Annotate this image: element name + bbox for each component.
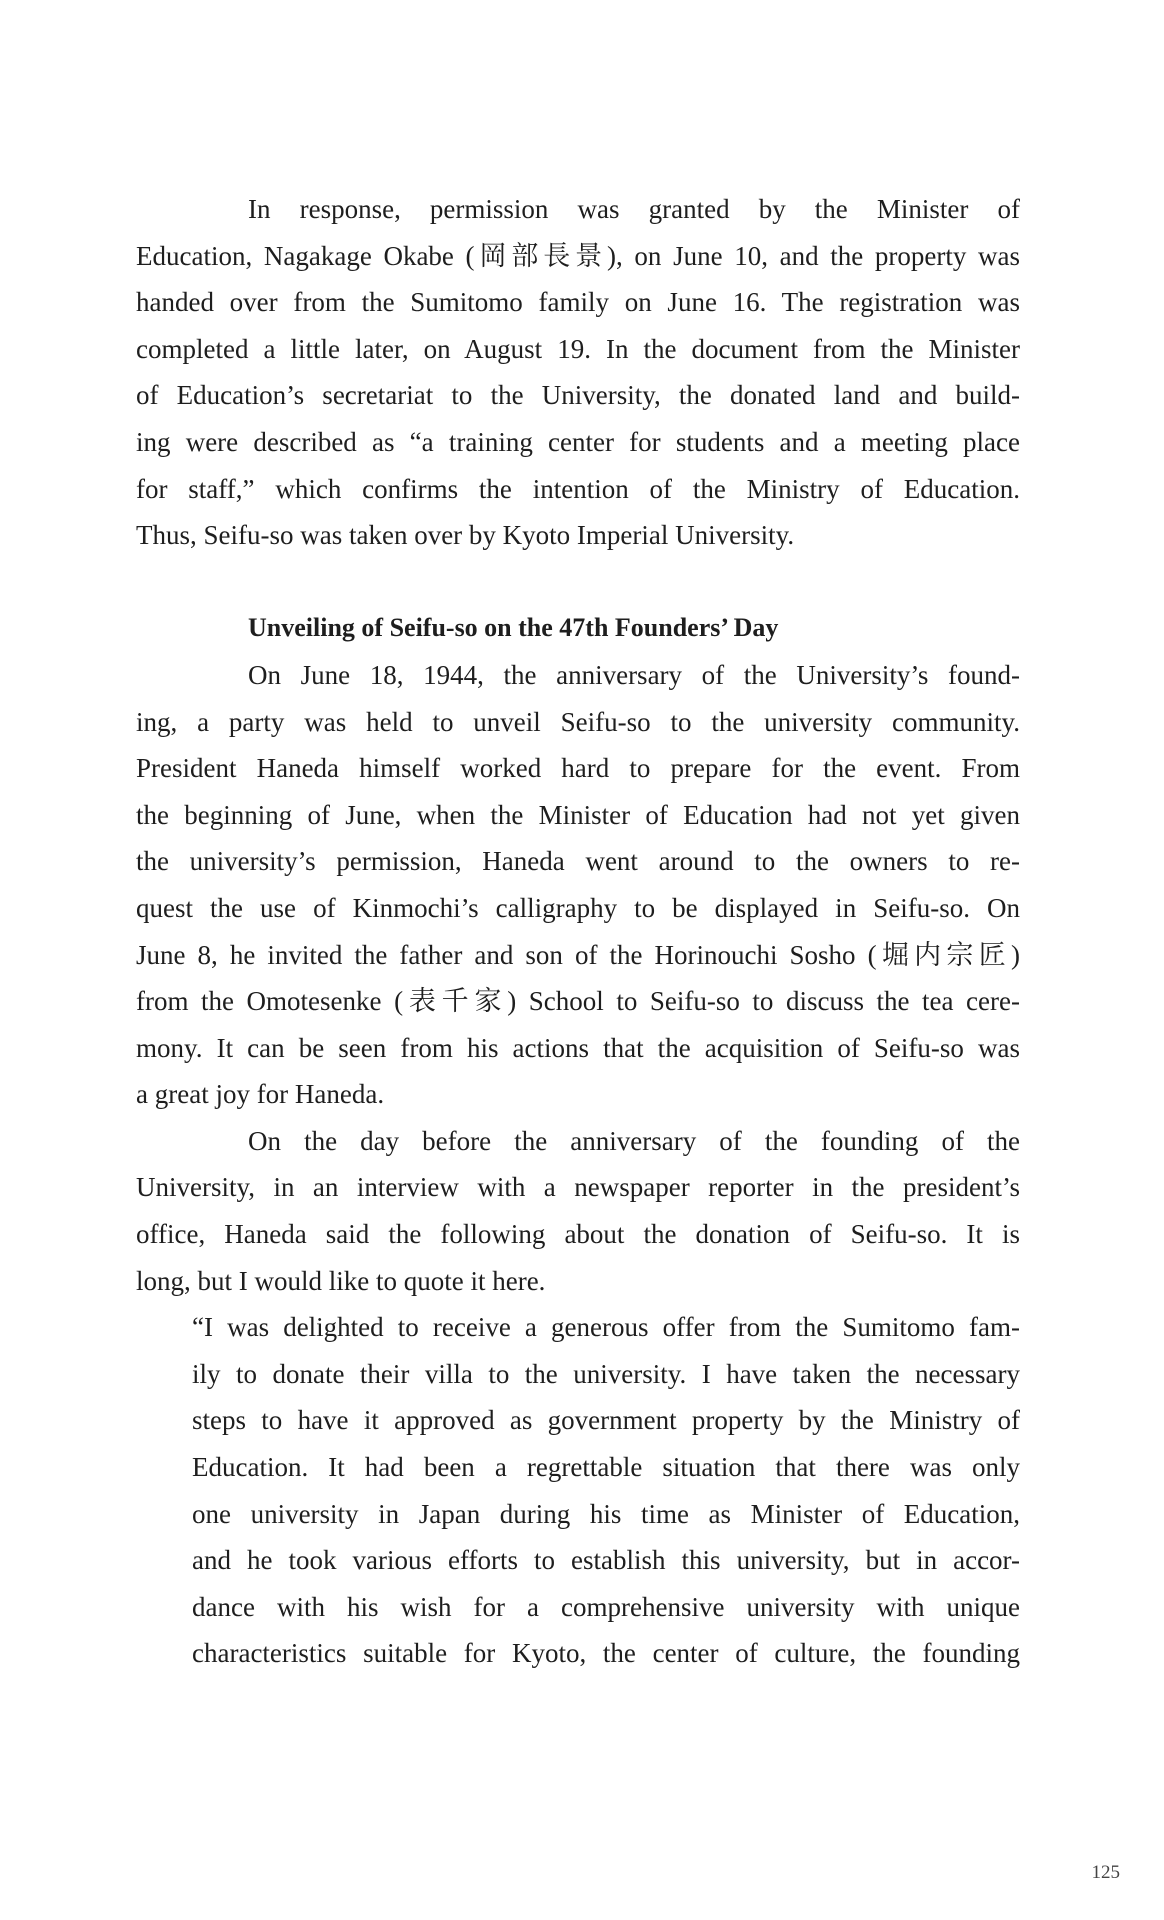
text-line: University, in an interview with a newspaper reporter in the president’s (136, 1172, 1020, 1203)
text-line: handed over from the Sumitomo family on June 16. The registration was (136, 287, 1020, 318)
text-line: office, Haneda said the following about the donation of Seifu-so. It is (136, 1219, 1020, 1250)
quote-line: characteristics suitable for Kyoto, the center of culture, the founding (192, 1638, 1020, 1669)
block-quote (136, 1304, 1020, 1677)
paragraph-unveiling (136, 652, 1020, 1118)
text-line: On June 18, 1944, the anniversary of the University’s found- (248, 659, 1020, 690)
text-line: completed a little later, on August 19. In the document from the Minister (136, 333, 1020, 364)
text-line: long, but I would like to quote it here. (136, 1265, 546, 1296)
text-line: mony. It can be seen from his actions that the acquisition of Seifu-so was (136, 1032, 1020, 1063)
quote-line: ily to donate their villa to the university. I have taken the necessary (192, 1358, 1020, 1389)
paragraph-interview (136, 1118, 1020, 1304)
text-line: President Haneda himself worked hard to prepare for the event. From (136, 753, 1020, 784)
quote-line: “I was delighted to receive a generous offer from the Sumitomo fam- (192, 1312, 1020, 1343)
text-line: a great joy for Haneda. (136, 1079, 385, 1110)
text-line: June 8, he invited the father and son of the Horinouchi Sosho (堀内宗匠) (136, 939, 1020, 970)
text-line: the university’s permission, Haneda went around to the owners to re- (136, 846, 1020, 877)
text-line: Thus, Seifu-so was taken over by Kyoto Imperial University. (136, 520, 795, 551)
section-heading: Unveiling of Seifu-so on the 47th Founders’ Day (248, 613, 779, 643)
body-text (136, 186, 1020, 1677)
quote-line: Education. It had been a regrettable situation that there was only (192, 1452, 1020, 1483)
text-line: On the day before the anniversary of the founding of the (248, 1125, 1020, 1156)
quote-line: dance with his wish for a comprehensive university with unique (192, 1591, 1020, 1622)
text-line: ing, a party was held to unveil Seifu-so to the university community. (136, 706, 1020, 737)
section-spacer (136, 559, 1020, 606)
text-line: the beginning of June, when the Minister of Education had not yet given (136, 799, 1020, 830)
text-line: of Education’s secretariat to the University, the donated land and build- (136, 380, 1020, 411)
text-line: quest the use of Kinmochi’s calligraphy to be displayed in Seifu-so. On (136, 892, 1020, 923)
text-line: ing were described as “a training center for students and a meeting place (136, 426, 1020, 457)
paragraph-permission (136, 186, 1020, 559)
quote-line: steps to have it approved as government property by the Ministry of (192, 1405, 1020, 1436)
text-line: for staff,” which confirms the intention of the Ministry of Education. (136, 473, 1020, 504)
text-line: from the Omotesenke (表千家) School to Seifu-so to discuss the tea cere- (136, 986, 1020, 1017)
quote-line: and he took various efforts to establish this university, but in accor- (192, 1545, 1020, 1576)
text-line: In response, permission was granted by the Minister of (248, 194, 1020, 224)
quote-line: one university in Japan during his time as Minister of Education, (192, 1498, 1020, 1529)
page-number: 125 (1091, 1862, 1120, 1883)
text-line: Education, Nagakage Okabe (岡部長景), on June 10, and the property was (136, 240, 1020, 271)
